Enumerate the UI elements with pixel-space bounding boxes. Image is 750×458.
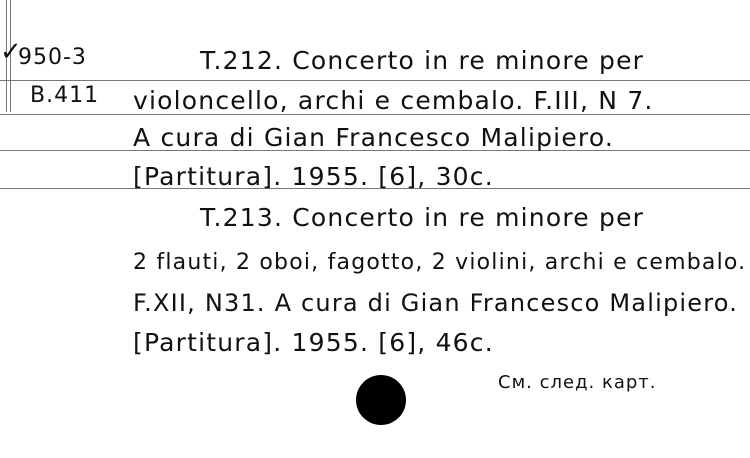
entry-line-4: [Partitura]. 1955. [6], 30c. — [133, 162, 494, 191]
entry-line-1: T.212. Concerto in re minore per — [200, 46, 645, 75]
see-next-card-note: См. след. карт. — [498, 372, 657, 393]
margin-check-mark: ✓ — [0, 37, 22, 67]
entry-line-5: T.213. Concerto in re minore per — [200, 203, 645, 232]
entry-line-2: violoncello, archi e cembalo. F.III, N 7. — [133, 86, 654, 115]
entry-line-6: 2 flauti, 2 oboi, fagotto, 2 violini, archi e cembalo. — [133, 250, 747, 275]
call-number-line-2: B.411 — [30, 83, 100, 108]
entry-line-7: F.XII, N31. A cura di Gian Francesco Malipiero. — [133, 289, 739, 317]
ruled-line — [0, 80, 750, 81]
entry-line-8: [Partitura]. 1955. [6], 46c. — [133, 328, 494, 357]
punch-hole — [356, 375, 406, 425]
entry-line-3: A cura di Gian Francesco Malipiero. — [133, 123, 615, 152]
call-number-line-1: 950-3 — [18, 45, 87, 70]
